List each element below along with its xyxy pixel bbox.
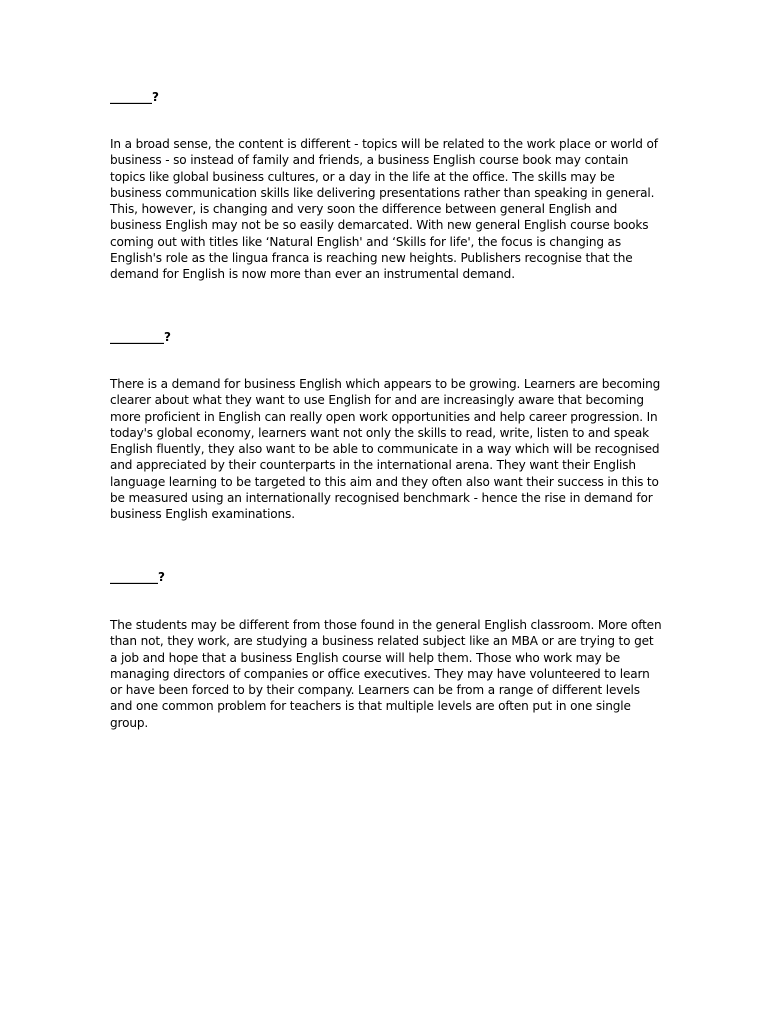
section-1-heading: _______? [110,90,159,104]
section-1-paragraph: In a broad sense, the content is different - topics will be related to the work place or world of business - so instead of family and friends, a business English course book may contain topics like global business cultures, or a day in the life at the office. The skills may be business communication skills like delivering presentations rather than speaking in general. This, however, is changing and very soon the difference between general English and business English may not be so easily demarcated. With new general English course books coming out with titles like ‘Natural English' and ‘Skills for life', the focus is changing as English's role as the lingua franca is reaching new heights. Publishers recognise that the demand for English is now more than ever an instrumental demand. [110,137,658,282]
section-2-paragraph: There is a demand for business English which appears to be growing. Learners are becoming clearer about what they want to use English for and are increasingly aware that becoming more proficient in English can really open work opportunities and help career progression. In today's global economy, learners want not only the skills to read, write, listen to and speak English fluently, they also want to be able to communicate in a way which will be recognised and appreciated by their counterparts in the international arena. They want their English language learning to be targeted to this aim and they often also want their success in this to be measured using an internationally recognised benchmark - hence the rise in demand for business English examinations. [110,377,661,522]
section-3-heading: ________? [110,570,165,584]
document-page [110,0,660,1024]
section-2-heading: _________? [110,330,171,344]
section-3-paragraph: The students may be different from those found in the general English classroom. More often than not, they work, are studying a business related subject like an MBA or are trying to get a job and hope that a business English course will help them. Those who work may be managing directors of companies or office executives. They may have volunteered to learn or have been forced to by their company. Learners can be from a range of different levels and one common problem for teachers is that multiple levels are often put in one single group. [110,618,662,730]
